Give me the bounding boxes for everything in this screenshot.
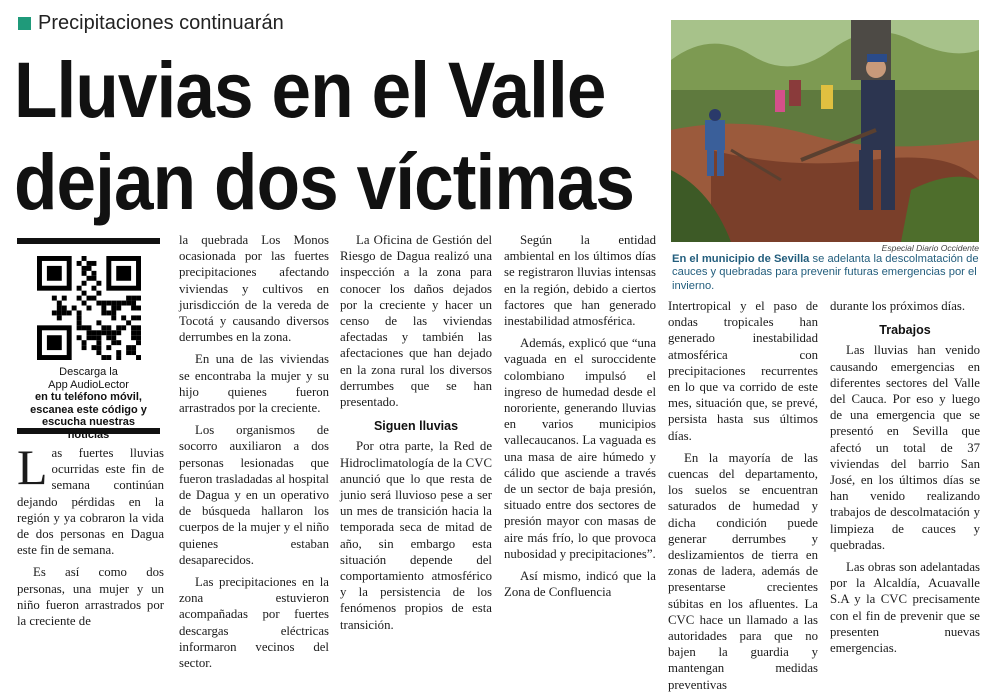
headline	[14, 44, 634, 228]
news-photo	[671, 20, 979, 242]
qr-line-4: escanea este código y	[30, 403, 147, 416]
paragraph: Por otra parte, la Red de Hidroclimatología de la CVC anunció que lo que resta de junio será lluvioso pese a ser un mes de transición hacia la temporada seca de mitad de año, sin embargo esta situación depende del comportamiento atmosférico y la persistencia de los fenómenos propios de esta transición.	[340, 439, 492, 632]
qr-line-1: Descarga la	[59, 366, 118, 378]
paragraph: Es así como dos personas, una mujer y un niño fueron arrastrados por la creciente de	[17, 565, 164, 629]
headline-line-2: dejan dos víctimas	[14, 137, 634, 226]
qr-line-2: App AudioLector	[48, 378, 129, 391]
paragraph: Las lluvias han venido causando emergencias en diferentes sectores del Valle del Cauca. Por eso y luego de una emergencia que se presentó en Sevilla que afectó un total de 37 viviendas del barrio San José, en los últimos días se han venido realizando trabajos de descolmatación y limpieza de cauces y quebradas.	[830, 343, 980, 552]
drop-cap: L	[17, 439, 48, 495]
headline-line-1: Lluvias en el Valle	[14, 45, 606, 134]
photo-credit: Especial Diario Occidente	[881, 243, 979, 253]
paragraph: Según la entidad ambiental en los últimos días se registraron lluvias intensas en la región, debido a ciertos factores que han generado inestabilidad atmosférica.	[504, 233, 656, 329]
paragraph	[17, 439, 164, 558]
photo-caption	[672, 253, 979, 293]
qr-line-5: escucha nuestras noticias	[42, 416, 135, 441]
subheading: Trabajos	[879, 323, 931, 338]
article-column-3	[340, 232, 492, 639]
kicker-bullet-icon	[18, 17, 31, 30]
paragraph: Las precipitaciones en la zona estuvieron acompañadas por fuertes descargas eléctricas informaron vecinos del sector.	[179, 575, 329, 671]
paragraph: Así mismo, indicó que la Zona de Confluencia	[504, 569, 656, 600]
article-column-4	[504, 232, 656, 606]
paragraph: Intertropical y el paso de ondas tropicales han generado inestabilidad atmosférica con precipitaciones recurrentes en lo que va corrido de este mes, situación que, se prevé, persista hasta sus últimos días.	[668, 299, 818, 443]
paragraph: La Oficina de Gestión del Riesgo de Dagua realizó una inspección a la zona para conocer los daños dejados por la creciente y hacer un censo de las viviendas afectadas y también las afectaciones que han dejado en la zona rural los diversos derrumbes que se han presentado.	[340, 233, 492, 410]
paragraph: Las obras son adelantadas por la Alcaldía, Acuavalle S.A y la CVC precisamente con el fin de prevenir que se presenten nuevas emergencias.	[830, 560, 980, 656]
paragraph: En una de las viviendas se encontraba la mujer y su hijo quienes fueron arrastrados por la creciente.	[179, 352, 329, 416]
qr-instructions	[17, 366, 160, 441]
kicker-text: Precipitaciones continuarán	[38, 11, 284, 34]
article-column-6	[830, 298, 980, 662]
caption-lead: En el municipio de Sevilla	[672, 253, 810, 265]
paragraph-text: as fuertes lluvias ocurridas este fin de semana continúan dejando pérdidas en la región y ya cobraron la vida de dos personas en Dagua este fin de semana.	[17, 446, 164, 558]
section-kicker	[18, 10, 284, 36]
subheading: Siguen lluvias	[373, 419, 459, 434]
paragraph: la quebrada Los Monos ocasionada por las fuertes precipitaciones afectando viviendas y cultivos en jurisdicción de la vereda de Tocotá y causando diversos derrumbes en la zona.	[179, 233, 329, 345]
article-column-1	[17, 439, 164, 635]
paragraph: durante los próximos días.	[830, 299, 966, 313]
paragraph: Además, explicó que “una vaguada en el suroccidente colombiano impulsó el ingreso de humedad desde el nororiente, generando lluvias en varios municipios vallecaucanos. La vaguada es una masa de aire húmedo y cálido que asciende a través de un sector de baja presión, situado entre dos sectores de presión mayor con masas de aire más frío, lo que provoca nubosidad y precipitaciones”.	[504, 336, 656, 561]
qr-code-icon[interactable]	[37, 256, 141, 360]
audio-qr-box	[17, 238, 160, 441]
paragraph: En la mayoría de las cuencas del departamento, los suelos se encuentran saturados de humedad y dicha condición puede generar derrumbes y deslizamientos de tierra en zonas de ladera, además de presentarse crecientes súbitas en los afluentes. La CVC hace un llamado a las autoridades para que no bajen la guardia y mantengan medidas preventivas	[668, 450, 818, 692]
article-column-2	[179, 232, 329, 677]
qr-line-3: en tu teléfono móvil,	[35, 391, 142, 403]
article-column-5	[668, 298, 818, 699]
caption-rest: se adelanta la descolmatación de cauces y quebradas para prevenir futuras emergencias por el invierno.	[672, 253, 979, 292]
flood-cleanup-photo	[671, 20, 979, 242]
paragraph: Los organismos de socorro auxiliaron a dos personas lesionadas que fueron trasladadas al hospital de Dagua y en un operativo de búsqueda hallaron los cuerpos de la mujer y el niño quienes estaban desaparecidos.	[179, 423, 329, 567]
